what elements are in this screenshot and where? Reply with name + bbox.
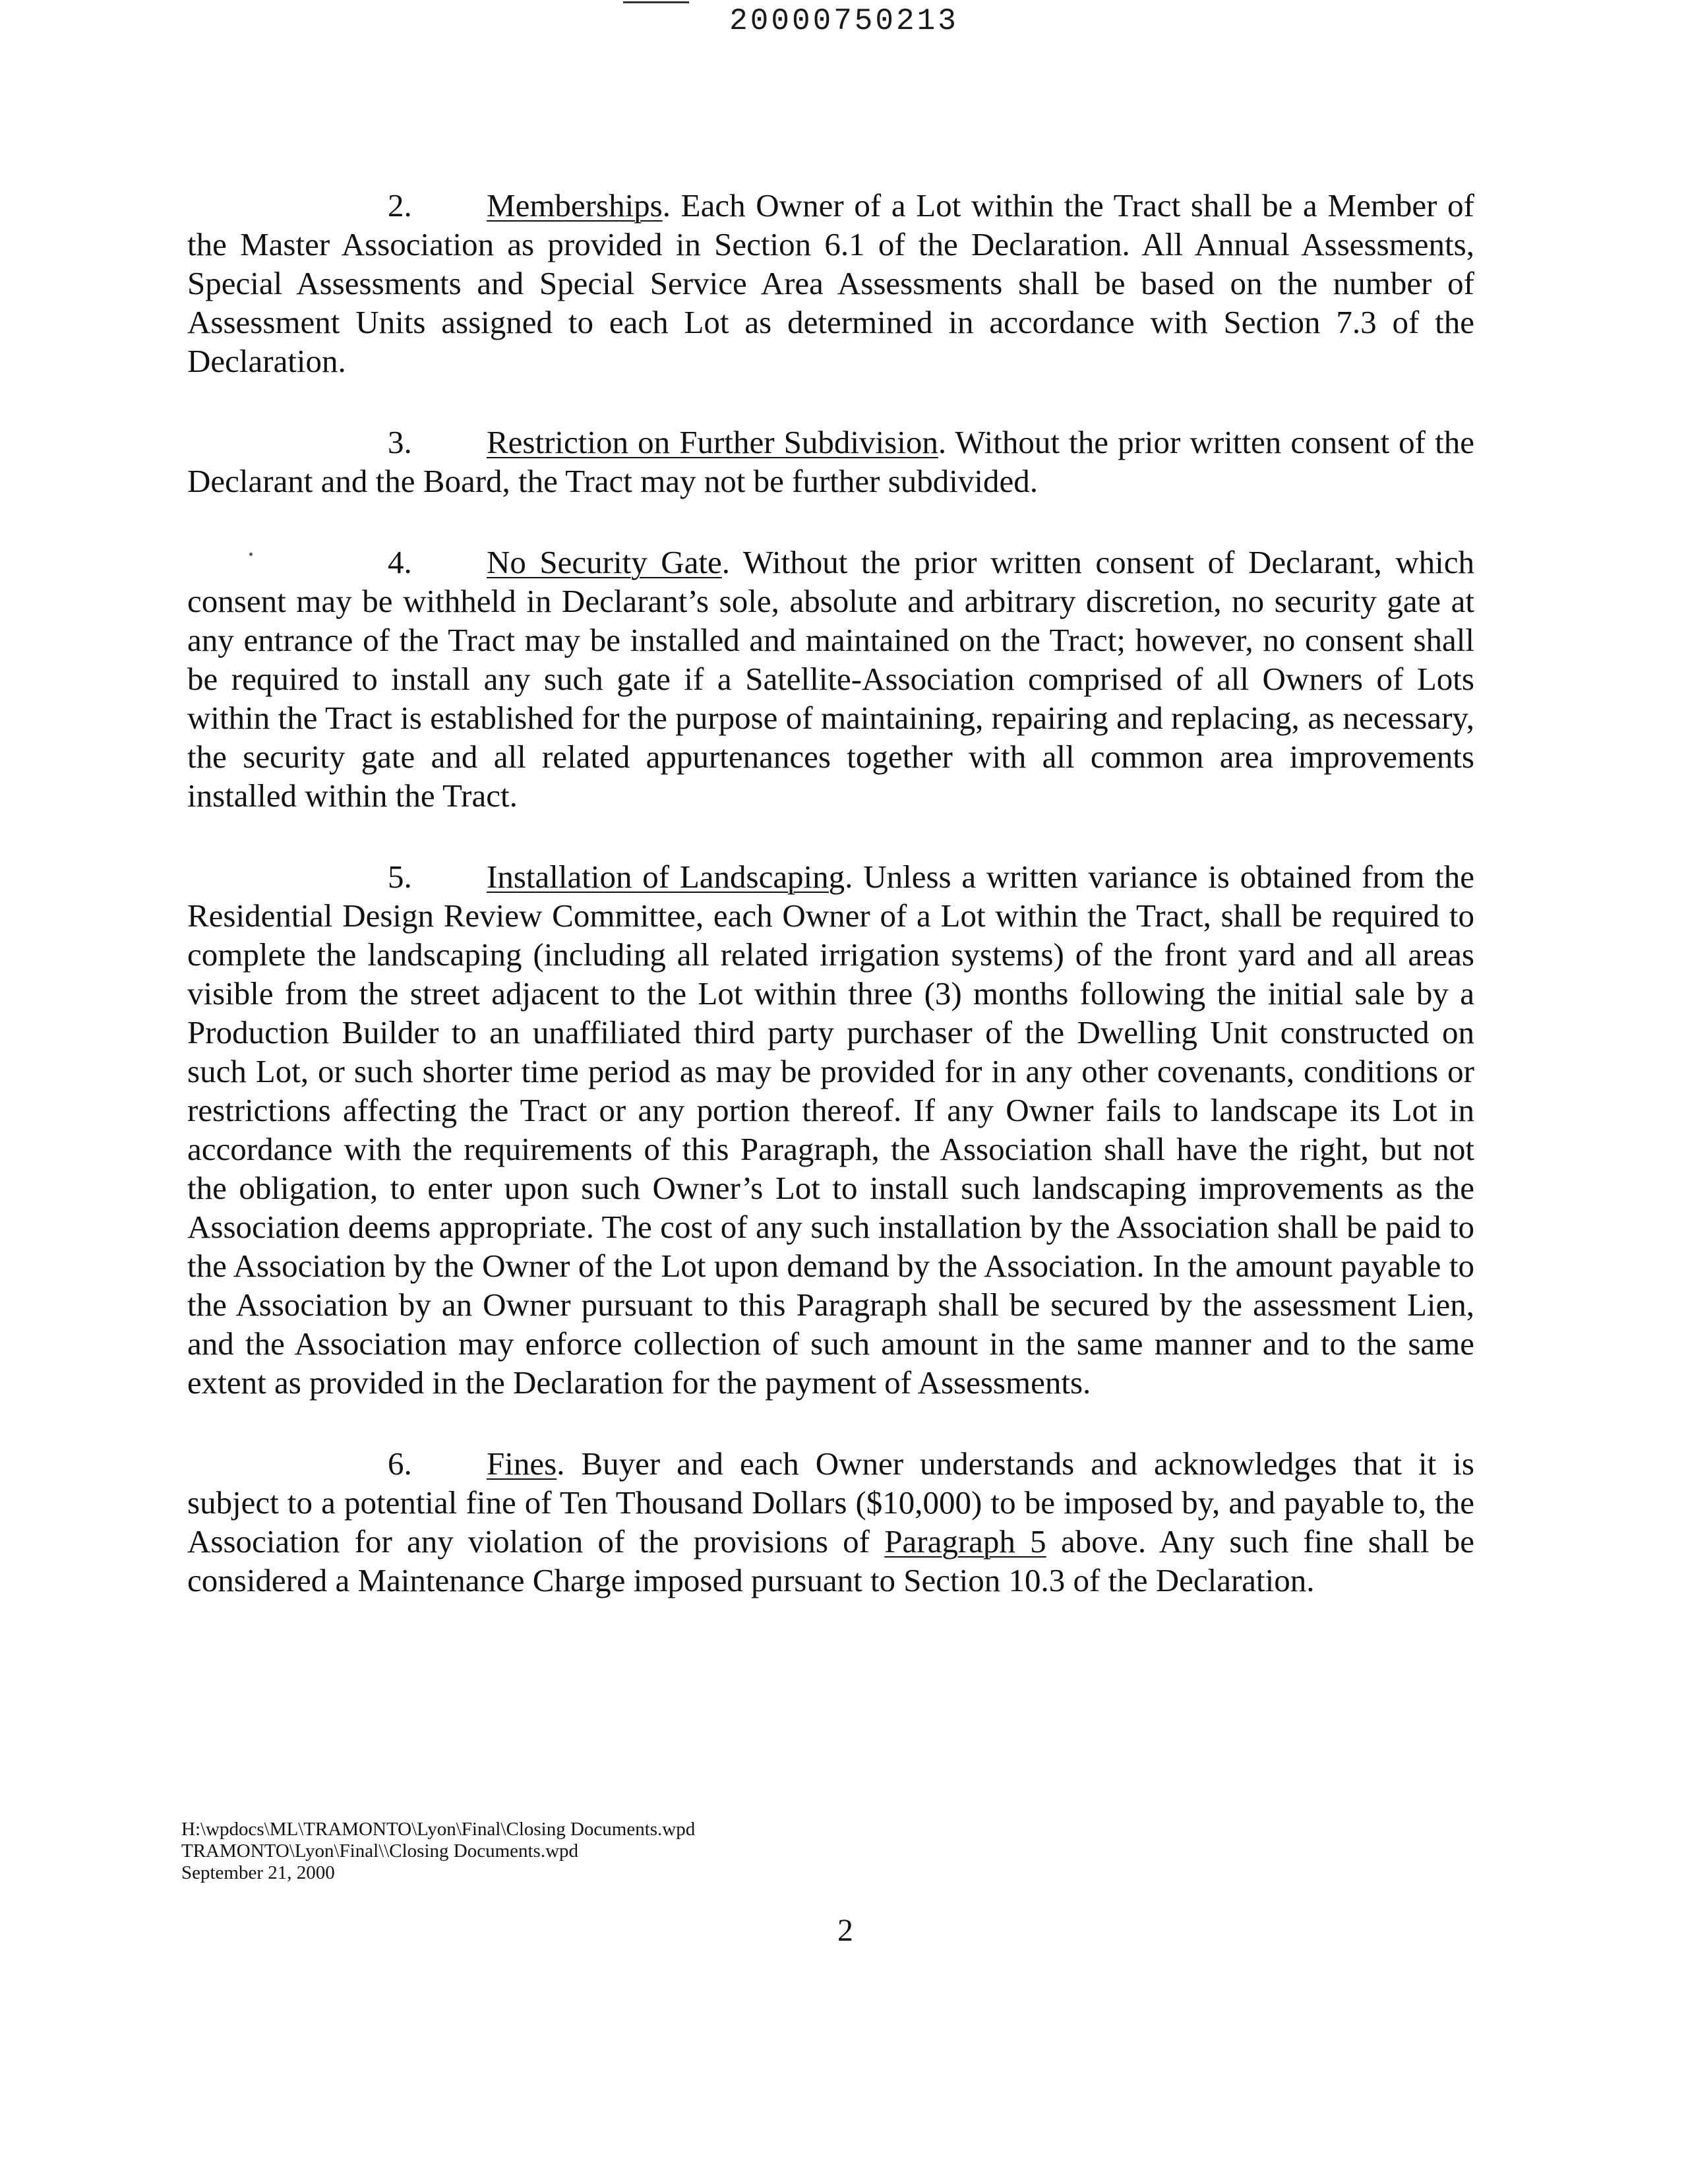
- paragraph-restriction-on-subdivision: [187, 423, 1474, 501]
- document-number: 20000750213: [729, 4, 959, 38]
- footer-file-info: [181, 1819, 695, 1884]
- footer-path-line-2: TRAMONTO\Lyon\Final\\Closing Documents.wpd: [181, 1840, 579, 1862]
- paragraph-number: 6.: [388, 1445, 412, 1482]
- footer-date: September 21, 2000: [181, 1862, 335, 1883]
- paragraph-heading: Memberships: [487, 187, 663, 224]
- paragraph-heading: No Security Gate: [487, 544, 722, 580]
- footer-path-line-1: H:\wpdocs\ML\TRAMONTO\Lyon\Final\Closing Documents.wpd: [181, 1819, 696, 1840]
- paragraph-text: . Each Owner of a Lot within the Tract shall be a Member of the Master Association as provided in Section 6.1 of the Declaration. All Annual Assessments, Special Assessments and Special Service Area Assessments shall be based on the number of Assessment Units assigned to each Lot as determined in accordance with Section 7.3 of the Declaration.: [187, 187, 1474, 379]
- paragraph-number: 4.: [388, 544, 412, 580]
- paragraph-installation-of-landscaping: [187, 857, 1474, 1402]
- paragraph-reference: Paragraph 5: [884, 1523, 1046, 1560]
- paragraph-text: . Unless a written variance is obtained from the Residential Design Review Committee, each Owner of a Lot within the Tract, shall be required to complete the landscaping (including all related irrigation systems) of the front yard and all areas visible from the street adjacent to the Lot within three (3) months following the initial sale by a Production Builder to an unaffiliated third party purchaser of the Dwelling Unit constructed on such Lot, or such shorter time period as may be provided for in any other covenants, conditions or restrictions affecting the Tract or any portion thereof. If any Owner fails to landscape its Lot in accordance with the requirements of this Paragraph, the Association shall have the right, but not the obligation, to enter upon such Owner’s Lot to install such landscaping improvements as the Association deems appropriate. The cost of any such installation by the Association shall be paid to the Association by the Owner of the Lot upon demand by the Association. In the amount payable to the Association by an Owner pursuant to this Paragraph shall be secured by the assessment Lien, and the Association may enforce collection of such amount in the same manner and to the same extent as provided in the Declaration for the payment of Assessments.: [187, 859, 1474, 1401]
- paragraph-number: 5.: [388, 859, 412, 895]
- paragraph-text: . Buyer and each Owner understands and acknowledges that it is subject to a potential fine of Ten Thousand Dollars ($10,000) to be imposed by, and payable to, the Association for any violation of the provisions of: [187, 1445, 1474, 1560]
- paragraph-number: 3.: [388, 424, 412, 460]
- header-rule: [623, 1, 689, 3]
- paragraph-memberships: [187, 186, 1474, 380]
- document-body: [187, 186, 1474, 1642]
- paragraph-heading: Restriction on Further Subdivision: [487, 424, 938, 460]
- page-number-value: 2: [837, 1913, 853, 1948]
- paragraph-heading: Fines: [487, 1445, 557, 1482]
- paragraph-text: . Without the prior written consent of the Declarant and the Board, the Tract may not be further subdivided.: [187, 424, 1474, 499]
- paragraph-heading: Installation of Landscaping: [487, 859, 845, 895]
- paragraph-fines: [187, 1444, 1474, 1600]
- paragraph-text: . Without the prior written consent of Declarant, which consent may be withheld in Declarant’s sole, absolute and arbitrary discretion, no security gate at any entrance of the Tract may be installed and maintained on the Tract; however, no consent shall be required to install any such gate if a Satellite-Association comprised of all Owners of Lots within the Tract is established for the purpose of maintaining, repairing and replacing, as necessary, the security gate and all related appurtenances together with all common area improvements installed within the Tract.: [187, 544, 1474, 814]
- paragraph-number: 2.: [388, 187, 412, 224]
- paragraph-text-continued: above. Any such fine shall be considered a Maintenance Charge imposed pursuant to Section 10.3 of the Declaration.: [187, 1523, 1474, 1598]
- paragraph-no-security-gate: [187, 543, 1474, 815]
- page-number: [0, 1912, 1688, 1949]
